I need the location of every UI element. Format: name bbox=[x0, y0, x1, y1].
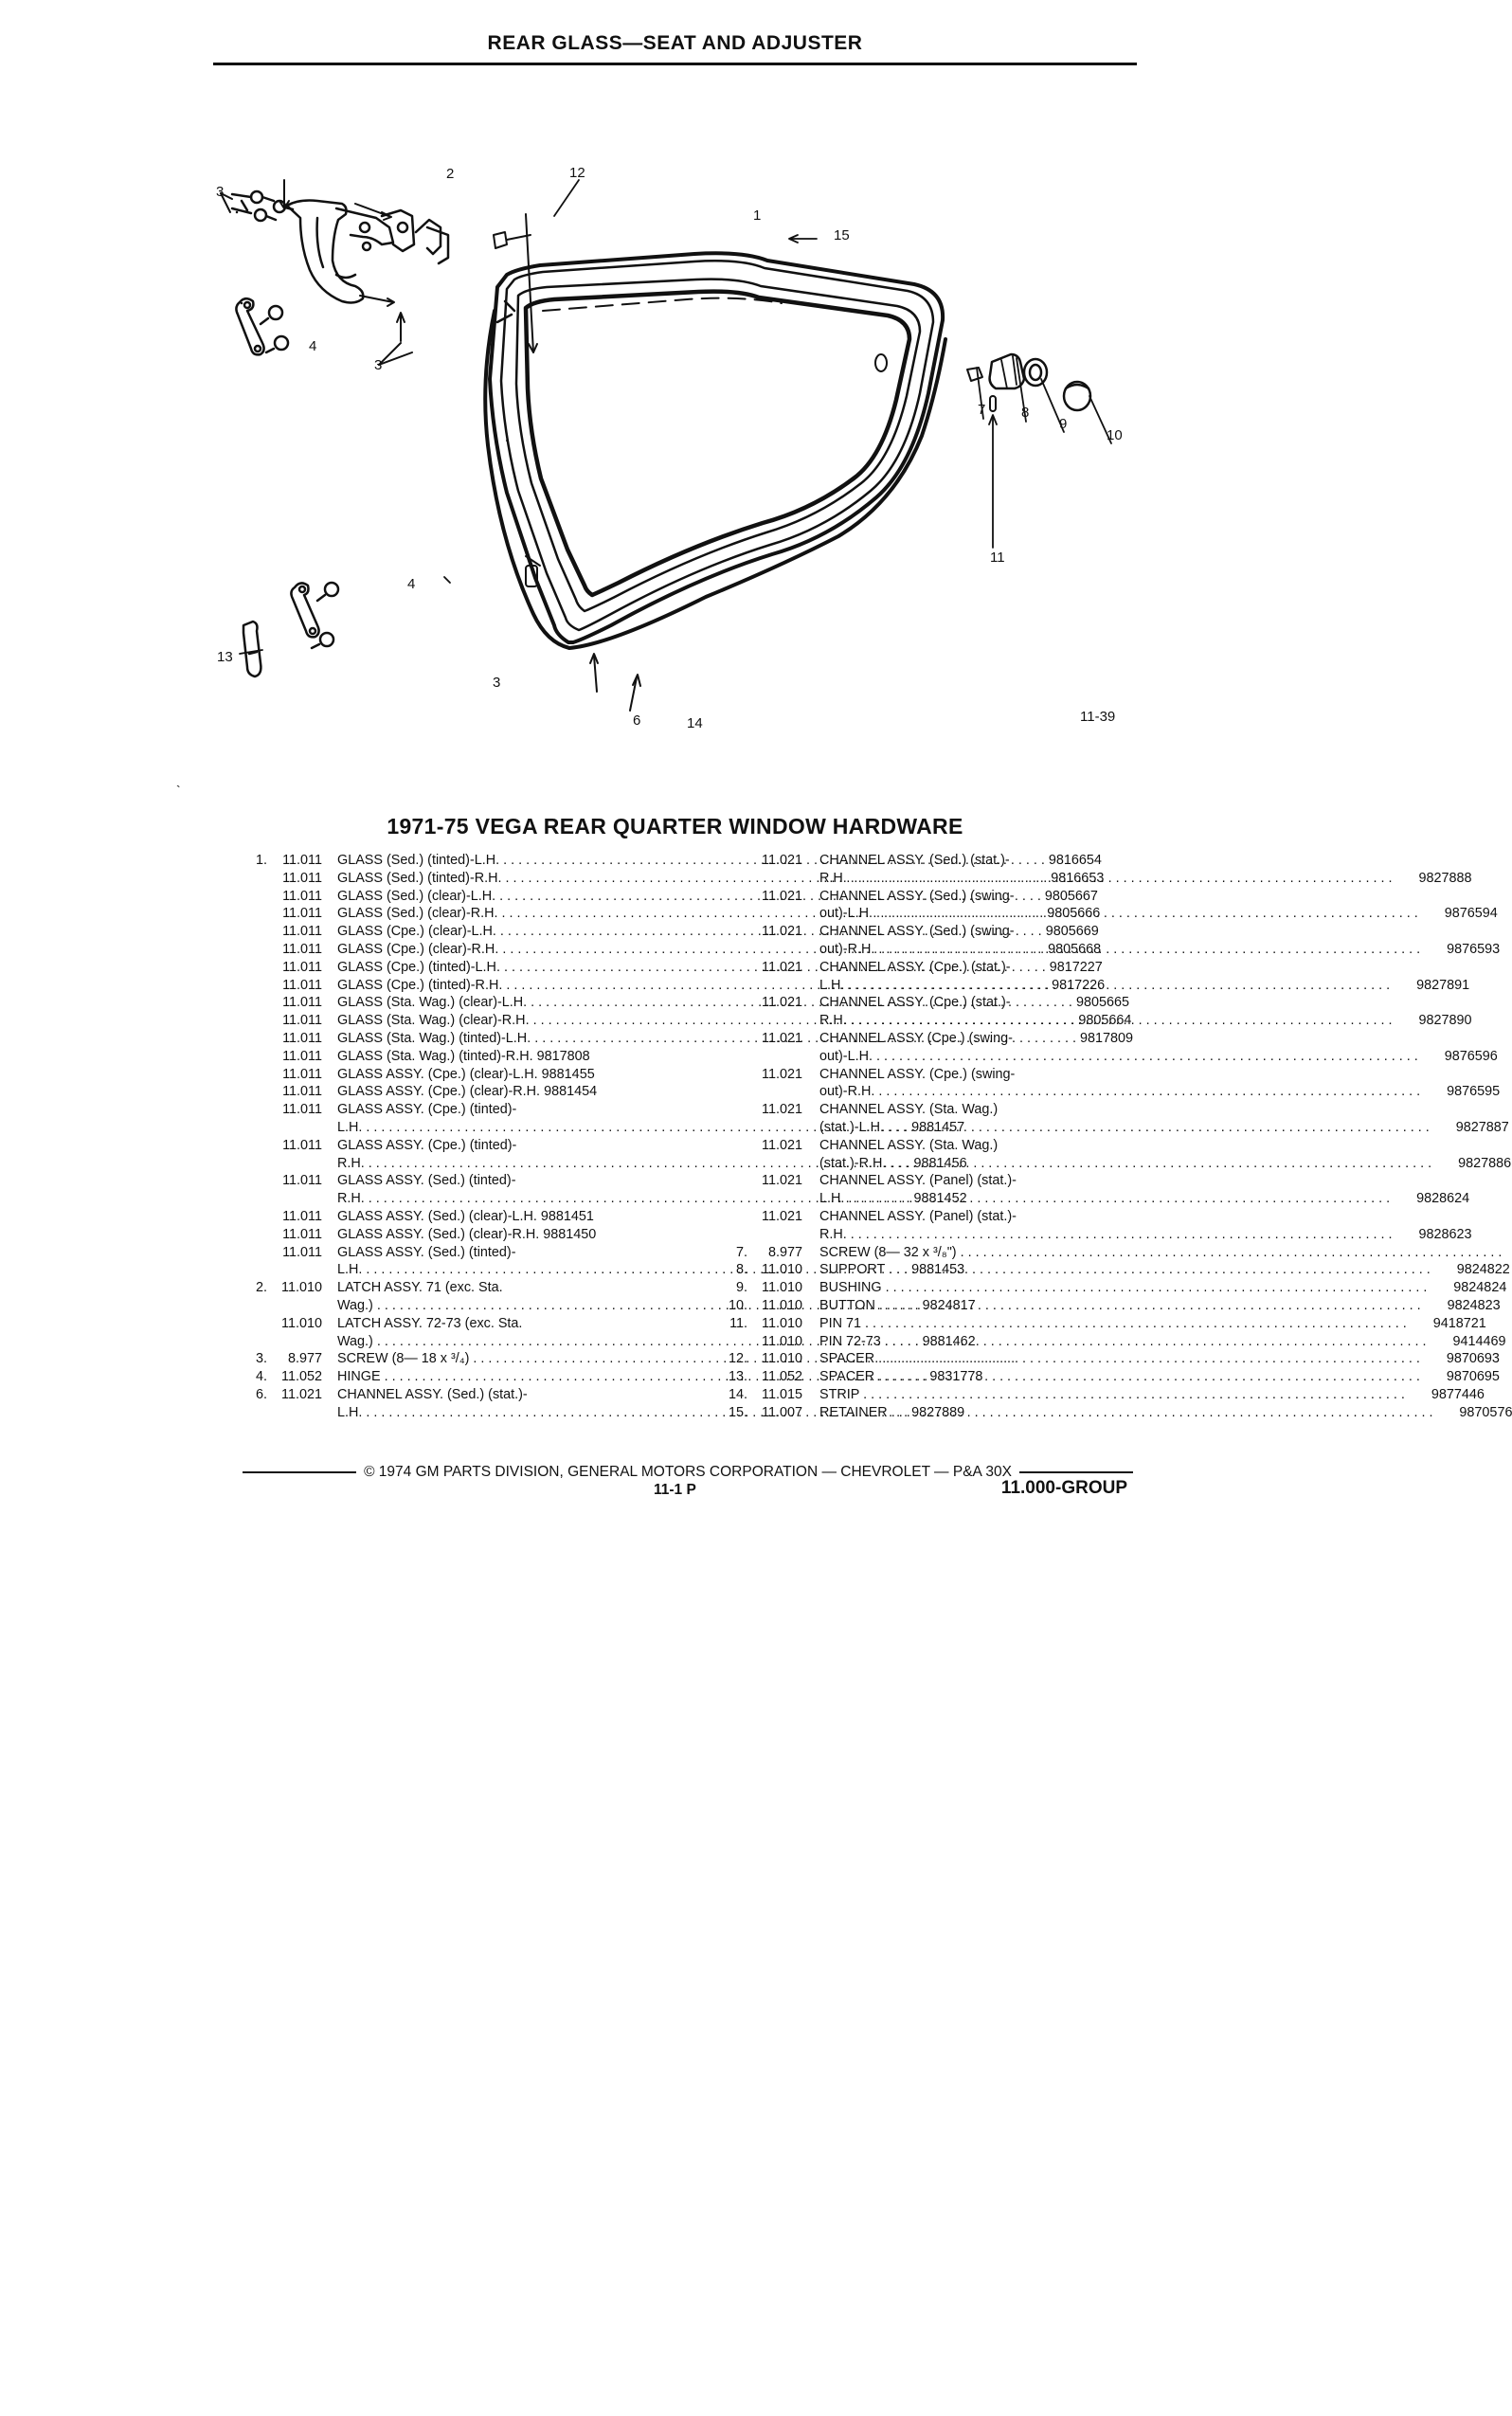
part-row bbox=[725, 1279, 1507, 1297]
part-row bbox=[725, 852, 1123, 870]
part-group-number: 11.021 bbox=[762, 995, 802, 1011]
part-description: (stat.)-L.H. . . . bbox=[819, 1119, 1430, 1137]
part-group-number: 8.977 bbox=[287, 1351, 322, 1367]
part-description: L.H. . . . bbox=[337, 1404, 908, 1422]
pin-and-button-set bbox=[967, 354, 1090, 411]
retainer bbox=[494, 232, 507, 248]
part-row bbox=[725, 1012, 1472, 1030]
part-description: GLASS (Sta. Wag.) (clear)-L.H. . . . bbox=[337, 994, 1072, 1012]
part-ref-number: 6. bbox=[255, 1386, 267, 1402]
part-description: SPACER . . . bbox=[819, 1368, 1420, 1386]
part-description: L.H. . . . bbox=[819, 1190, 1390, 1208]
part-description: SUPPORT . . . bbox=[819, 1261, 1431, 1279]
part-ref-number: 13. bbox=[728, 1369, 747, 1385]
part-row bbox=[725, 1315, 1486, 1333]
part-ref-number: 15. bbox=[728, 1404, 747, 1420]
part-row bbox=[725, 1297, 1501, 1315]
part-number: 9816654 bbox=[1048, 853, 1102, 868]
part-number: 9876596 bbox=[1444, 1048, 1498, 1064]
part-row bbox=[244, 1137, 582, 1155]
part-row bbox=[725, 1155, 1512, 1173]
part-number: 9418721 bbox=[1432, 1315, 1486, 1331]
part-number: 9824824 bbox=[1453, 1280, 1507, 1296]
part-number: 9824822 bbox=[1456, 1262, 1510, 1278]
part-number: 9870693 bbox=[1446, 1351, 1500, 1367]
part-description: HINGE . . . bbox=[337, 1368, 926, 1386]
part-description: GLASS ASSY. (Sed.) (tinted)- bbox=[337, 1244, 516, 1260]
part-description: CHANNEL ASSY. (Panel) (stat.)- bbox=[819, 1208, 1017, 1224]
part-group-number: 11.052 bbox=[762, 1369, 802, 1385]
part-row bbox=[725, 1030, 1123, 1048]
part-number: 9831778 bbox=[929, 1369, 983, 1385]
part-number: 9824823 bbox=[1447, 1297, 1501, 1313]
part-row bbox=[725, 870, 1472, 888]
callout-3-mid: 3 bbox=[374, 357, 383, 373]
callout-11: 11 bbox=[990, 550, 1005, 566]
callout-9: 9 bbox=[1059, 416, 1068, 432]
part-row bbox=[244, 1048, 590, 1066]
callout-3-top: 3 bbox=[216, 184, 225, 200]
part-description: CHANNEL ASSY. (Panel) (stat.)- bbox=[819, 1173, 1017, 1189]
callout-6: 6 bbox=[633, 712, 641, 729]
part-group-number: 11.011 bbox=[282, 1137, 322, 1153]
part-group-number: 11.021 bbox=[762, 959, 802, 975]
leader-lines bbox=[221, 180, 640, 711]
part-description: GLASS (Sed.) (tinted)-L.H. . . . bbox=[337, 852, 1045, 870]
part-row bbox=[244, 1101, 582, 1119]
part-number: 9881450 bbox=[543, 1226, 597, 1242]
part-group-number: 11.015 bbox=[762, 1386, 802, 1402]
part-group-number: 11.011 bbox=[282, 1244, 322, 1260]
part-group-number: 11.011 bbox=[282, 995, 322, 1011]
part-group-number: 11.021 bbox=[762, 1066, 802, 1082]
part-row bbox=[725, 923, 1123, 941]
part-description: BUTTON . . . bbox=[819, 1297, 1421, 1315]
part-description: GLASS ASSY. (Cpe.) (tinted)- bbox=[337, 1102, 517, 1118]
callout-4-upper: 4 bbox=[309, 338, 317, 354]
part-row bbox=[244, 1386, 582, 1404]
footer-rule-left bbox=[243, 1471, 356, 1473]
part-ref-number: 8. bbox=[735, 1262, 747, 1278]
callout-1: 1 bbox=[753, 207, 762, 224]
part-group-number: 11.010 bbox=[762, 1262, 802, 1278]
latch-assembly bbox=[287, 201, 414, 303]
part-description: out)-R.H. . . . bbox=[819, 941, 1420, 959]
part-description: out)-R.H. . . . bbox=[819, 1083, 1420, 1101]
part-description: BUSHING . . . bbox=[819, 1279, 1427, 1297]
part-ref-number: 3. bbox=[255, 1351, 267, 1367]
part-row bbox=[725, 959, 1123, 977]
window-frame bbox=[485, 253, 945, 648]
part-description: GLASS (Cpe.) (tinted)-R.H. . . . bbox=[337, 977, 1048, 995]
part-number: 9828624 bbox=[1416, 1191, 1470, 1207]
parts-list-right bbox=[725, 852, 1512, 1422]
part-group-number: 11.011 bbox=[282, 959, 322, 975]
footer-copyright-line bbox=[243, 1464, 1133, 1481]
part-group-number: 8.977 bbox=[767, 1244, 802, 1260]
part-number: 9816653 bbox=[1051, 870, 1105, 886]
part-description: GLASS (Cpe.) (clear)-L.H. . . . bbox=[337, 923, 1042, 941]
callout-3-bottom: 3 bbox=[493, 675, 501, 691]
part-description: CHANNEL ASSY. (Cpe.) (stat.)- bbox=[819, 959, 1011, 975]
part-description: SPACER . . . bbox=[819, 1350, 1420, 1368]
part-row bbox=[725, 977, 1470, 995]
part-row bbox=[244, 1208, 594, 1226]
part-group-number: 11.010 bbox=[762, 1351, 802, 1367]
part-group-number: 11.010 bbox=[762, 1315, 802, 1331]
callout-labels bbox=[216, 165, 1123, 731]
part-description: GLASS (Sed.) (clear)-R.H. . . . bbox=[337, 905, 1043, 923]
part-number: 9881455 bbox=[541, 1066, 595, 1082]
part-group-number: 11.011 bbox=[282, 977, 322, 993]
part-number: 9881452 bbox=[913, 1191, 967, 1207]
part-description: Wag.) . . . bbox=[337, 1297, 919, 1315]
part-ref-number: 1. bbox=[255, 853, 267, 868]
part-number: 9805669 bbox=[1045, 924, 1099, 940]
part-description: CHANNEL ASSY. (Sed.) (stat.)- bbox=[337, 1386, 528, 1402]
part-number: 9805667 bbox=[1044, 888, 1098, 904]
callout-10: 10 bbox=[1107, 427, 1123, 443]
part-description: R.H. . . . bbox=[819, 1012, 1393, 1030]
callout-4-lower: 4 bbox=[407, 576, 416, 592]
stray-mark: ` bbox=[176, 783, 181, 798]
part-number: 9876593 bbox=[1447, 941, 1501, 957]
part-description: GLASS (Sed.) (clear)-L.H. . . . bbox=[337, 888, 1041, 906]
part-group-number: 11.011 bbox=[282, 1208, 322, 1224]
part-number: 9805665 bbox=[1075, 995, 1129, 1011]
part-group-number: 11.021 bbox=[762, 1137, 802, 1153]
part-group-number: 11.011 bbox=[282, 1173, 322, 1189]
part-group-number: 11.011 bbox=[282, 1030, 322, 1046]
part-group-number: 11.011 bbox=[282, 1066, 322, 1082]
header-rule bbox=[213, 63, 1137, 65]
part-row bbox=[244, 1083, 598, 1101]
part-row bbox=[244, 1172, 582, 1190]
footer-copyright: © 1974 GM PARTS DIVISION, GENERAL MOTORS CORPORATION — CHEVROLET — P&A 30X bbox=[364, 1464, 1012, 1480]
part-row bbox=[244, 1350, 582, 1368]
spacer-13 bbox=[243, 622, 261, 676]
part-group-number: 11.010 bbox=[762, 1280, 802, 1296]
part-number: 9827888 bbox=[1418, 870, 1472, 886]
part-group-number: 11.052 bbox=[281, 1369, 322, 1385]
part-number: 9817227 bbox=[1049, 959, 1103, 975]
part-number: 9817809 bbox=[1079, 1030, 1133, 1046]
part-group-number: 11.021 bbox=[762, 1173, 802, 1189]
part-description: GLASS (Sta. Wag.) (tinted)-L.H. . . . bbox=[337, 1030, 1076, 1048]
part-description: CHANNEL ASSY. (Sta. Wag.) bbox=[819, 1102, 999, 1118]
part-number: 9817226 bbox=[1052, 977, 1106, 993]
part-description: GLASS ASSY. (Sed.) (clear)-R.H. bbox=[337, 1226, 540, 1242]
part-number: 9827891 bbox=[1416, 977, 1470, 993]
part-number: 9828623 bbox=[1418, 1226, 1472, 1242]
part-description: GLASS (Sed.) (tinted)-R.H. . . . bbox=[337, 870, 1047, 888]
part-group-number: 11.021 bbox=[281, 1386, 322, 1402]
part-description: PIN 71 . . . bbox=[819, 1315, 1407, 1333]
part-number: 9827889 bbox=[911, 1404, 965, 1420]
part-description: out)-L.H. . . . bbox=[819, 1048, 1418, 1066]
part-group-number: 11.010 bbox=[281, 1315, 322, 1331]
spacer-bracket bbox=[416, 220, 448, 263]
hinge-lower bbox=[291, 583, 338, 648]
part-number: 9817808 bbox=[536, 1048, 590, 1064]
part-row bbox=[244, 1244, 582, 1262]
part-row bbox=[725, 1190, 1470, 1208]
part-row bbox=[725, 1119, 1509, 1137]
part-description: CHANNEL ASSY. (Sed.) (swing- bbox=[819, 888, 1015, 904]
callout-2: 2 bbox=[446, 166, 455, 182]
part-number: 9881453 bbox=[911, 1262, 965, 1278]
part-description: CHANNEL ASSY. (Sed.) (swing- bbox=[819, 924, 1015, 940]
part-row bbox=[725, 1244, 1123, 1262]
part-number: 9827890 bbox=[1418, 1013, 1472, 1029]
part-description: GLASS ASSY. (Sed.) (tinted)- bbox=[337, 1173, 516, 1189]
part-row bbox=[725, 1404, 1512, 1422]
part-row bbox=[725, 941, 1501, 959]
part-description: L.H. . . . bbox=[819, 977, 1390, 995]
callout-12: 12 bbox=[569, 165, 585, 181]
part-row bbox=[725, 1226, 1472, 1244]
part-row bbox=[725, 905, 1498, 923]
part-description: CHANNEL ASSY. (Sed.) (stat.)- bbox=[819, 853, 1010, 868]
part-row bbox=[725, 1066, 1123, 1084]
part-ref-number: 2. bbox=[255, 1280, 267, 1296]
callout-13: 13 bbox=[217, 649, 233, 665]
part-group-number: 11.021 bbox=[762, 853, 802, 868]
part-number: 9876594 bbox=[1444, 906, 1498, 922]
part-group-number: 11.021 bbox=[762, 1208, 802, 1224]
rear-quarter-window-diagram bbox=[213, 95, 1137, 758]
part-description: GLASS (Sta. Wag.) (clear)-R.H. . . . bbox=[337, 1012, 1074, 1030]
part-ref-number: 9. bbox=[735, 1280, 747, 1296]
page-reference: 11-1 P bbox=[654, 1482, 696, 1498]
part-description: RETAINER . . . bbox=[819, 1404, 1432, 1422]
part-group-number: 11.011 bbox=[282, 924, 322, 940]
part-description: CHANNEL ASSY. (Cpe.) (stat.)- bbox=[819, 995, 1011, 1011]
part-description: CHANNEL ASSY. (Cpe.) (swing- bbox=[819, 1066, 1016, 1082]
part-group-number: 11.007 bbox=[762, 1404, 802, 1420]
part-row bbox=[725, 1261, 1510, 1279]
part-row bbox=[244, 1012, 1132, 1030]
part-row bbox=[244, 1315, 582, 1333]
section-title: 1971-75 VEGA REAR QUARTER WINDOW HARDWARE bbox=[387, 814, 963, 838]
part-ref-number: 14. bbox=[728, 1386, 747, 1402]
part-ref-number: 4. bbox=[255, 1369, 267, 1385]
part-number: 9881456 bbox=[913, 1155, 967, 1171]
part-description: R.H. . . . bbox=[337, 1155, 910, 1173]
part-row bbox=[725, 888, 1123, 906]
part-group-number: 11.011 bbox=[282, 1084, 322, 1100]
part-description: L.H. . . . bbox=[337, 1261, 908, 1279]
part-group-number: 11.021 bbox=[762, 1102, 802, 1118]
part-ref-number: 11. bbox=[729, 1315, 747, 1331]
part-group-number: 11.011 bbox=[282, 888, 322, 904]
part-group-number: 11.021 bbox=[762, 1030, 802, 1046]
part-description: LATCH ASSY. 72-73 (exc. Sta. bbox=[337, 1315, 523, 1331]
part-description: R.H. . . . bbox=[819, 870, 1393, 888]
part-description: R.H. . . . bbox=[337, 1190, 910, 1208]
part-description: STRIP . . . bbox=[819, 1386, 1405, 1404]
part-group-number: 11.011 bbox=[282, 941, 322, 957]
part-row bbox=[725, 1333, 1506, 1351]
part-number: 9414469 bbox=[1452, 1333, 1506, 1349]
part-description: out)-L.H. . . . bbox=[819, 905, 1418, 923]
part-number: 9870695 bbox=[1446, 1369, 1500, 1385]
part-group-number: 11.011 bbox=[282, 1226, 322, 1242]
part-number: 9881457 bbox=[911, 1119, 965, 1135]
part-group-number: 11.011 bbox=[282, 906, 322, 922]
part-number: 9805666 bbox=[1047, 906, 1101, 922]
page-header-title: REAR GLASS—SEAT AND ADJUSTER bbox=[487, 32, 863, 54]
part-description: R.H. . . . bbox=[819, 1226, 1393, 1244]
callout-7: 7 bbox=[978, 402, 986, 418]
part-description: Wag.) . . . bbox=[337, 1333, 919, 1351]
part-row bbox=[244, 1066, 595, 1084]
part-description: GLASS ASSY. (Cpe.) (clear)-L.H. bbox=[337, 1066, 538, 1082]
part-number: 9805664 bbox=[1078, 1013, 1132, 1029]
part-number: 9870576 bbox=[1459, 1404, 1512, 1420]
part-row bbox=[725, 1208, 1123, 1226]
part-number: 9881454 bbox=[544, 1084, 598, 1100]
part-row bbox=[725, 994, 1123, 1012]
part-row bbox=[244, 870, 1105, 888]
part-description: GLASS ASSY. (Cpe.) (tinted)- bbox=[337, 1137, 517, 1153]
part-group-number: 11.011 bbox=[282, 1048, 322, 1064]
part-description: CHANNEL ASSY. (Sta. Wag.) bbox=[819, 1137, 999, 1153]
part-group-number: 11.010 bbox=[762, 1297, 802, 1313]
part-group-number: 11.021 bbox=[762, 924, 802, 940]
part-group-number: 11.011 bbox=[282, 853, 322, 868]
part-description: (stat.)-R.H. . . . bbox=[819, 1155, 1431, 1173]
part-description: SCREW (8— 32 x ³/₈") . . . bbox=[819, 1244, 1502, 1262]
figure-number: 11-39 bbox=[1080, 709, 1116, 725]
part-description: CHANNEL ASSY (Cpe.) (swing- bbox=[819, 1030, 1013, 1046]
part-description: LATCH ASSY. 71 (exc. Sta. bbox=[337, 1280, 503, 1296]
part-row bbox=[244, 1226, 597, 1244]
part-ref-number: 7. bbox=[735, 1244, 747, 1260]
part-number: 9881451 bbox=[540, 1208, 594, 1224]
hinge-upper bbox=[236, 210, 288, 354]
part-description: PIN 72-73 . . . bbox=[819, 1333, 1427, 1351]
part-description: GLASS ASSY. (Cpe.) (clear)-R.H. bbox=[337, 1084, 541, 1100]
part-number: 9805668 bbox=[1048, 941, 1102, 957]
part-group-number: 11.011 bbox=[282, 1013, 322, 1029]
group-reference: 11.000-GROUP bbox=[1000, 1478, 1127, 1498]
part-row bbox=[725, 1172, 1123, 1190]
part-ref-number: 10. bbox=[728, 1297, 747, 1313]
part-description: GLASS (Cpe.) (clear)-R.H. . . . bbox=[337, 941, 1044, 959]
part-row bbox=[725, 1386, 1485, 1404]
part-row bbox=[725, 1368, 1500, 1386]
part-group-number: 11.010 bbox=[281, 1280, 322, 1296]
part-row bbox=[725, 1137, 1123, 1155]
part-description: SCREW (8— 18 x ³/₄) . . . bbox=[337, 1350, 1015, 1368]
part-group-number: 11.011 bbox=[282, 870, 322, 886]
part-description: GLASS (Cpe.) (tinted)-L.H. . . . bbox=[337, 959, 1046, 977]
part-group-number: 11.011 bbox=[282, 1102, 322, 1118]
part-number: 9827886 bbox=[1458, 1155, 1512, 1171]
part-group-number: 11.010 bbox=[762, 1333, 802, 1349]
part-description: GLASS (Sta. Wag.) (tinted)-R.H. bbox=[337, 1048, 533, 1064]
part-row bbox=[725, 1101, 1123, 1119]
part-number: 9877446 bbox=[1431, 1386, 1485, 1402]
part-row bbox=[244, 1279, 582, 1297]
callout-15: 15 bbox=[834, 227, 850, 243]
part-description: L.H. . . . bbox=[337, 1119, 908, 1137]
footer-rule-right bbox=[1019, 1471, 1133, 1473]
part-description: GLASS ASSY. (Sed.) (clear)-L.H. bbox=[337, 1208, 537, 1224]
callout-14: 14 bbox=[687, 715, 703, 731]
callout-8: 8 bbox=[1021, 405, 1030, 421]
part-number: 9824817 bbox=[922, 1297, 976, 1313]
part-number: 9881462 bbox=[922, 1333, 976, 1349]
part-number: 9827887 bbox=[1455, 1119, 1509, 1135]
part-row bbox=[725, 1048, 1498, 1066]
part-row bbox=[725, 1083, 1501, 1101]
part-ref-number: 12. bbox=[728, 1351, 747, 1367]
part-group-number: 11.021 bbox=[762, 888, 802, 904]
part-number: 9876595 bbox=[1447, 1084, 1501, 1100]
part-row bbox=[725, 1350, 1500, 1368]
